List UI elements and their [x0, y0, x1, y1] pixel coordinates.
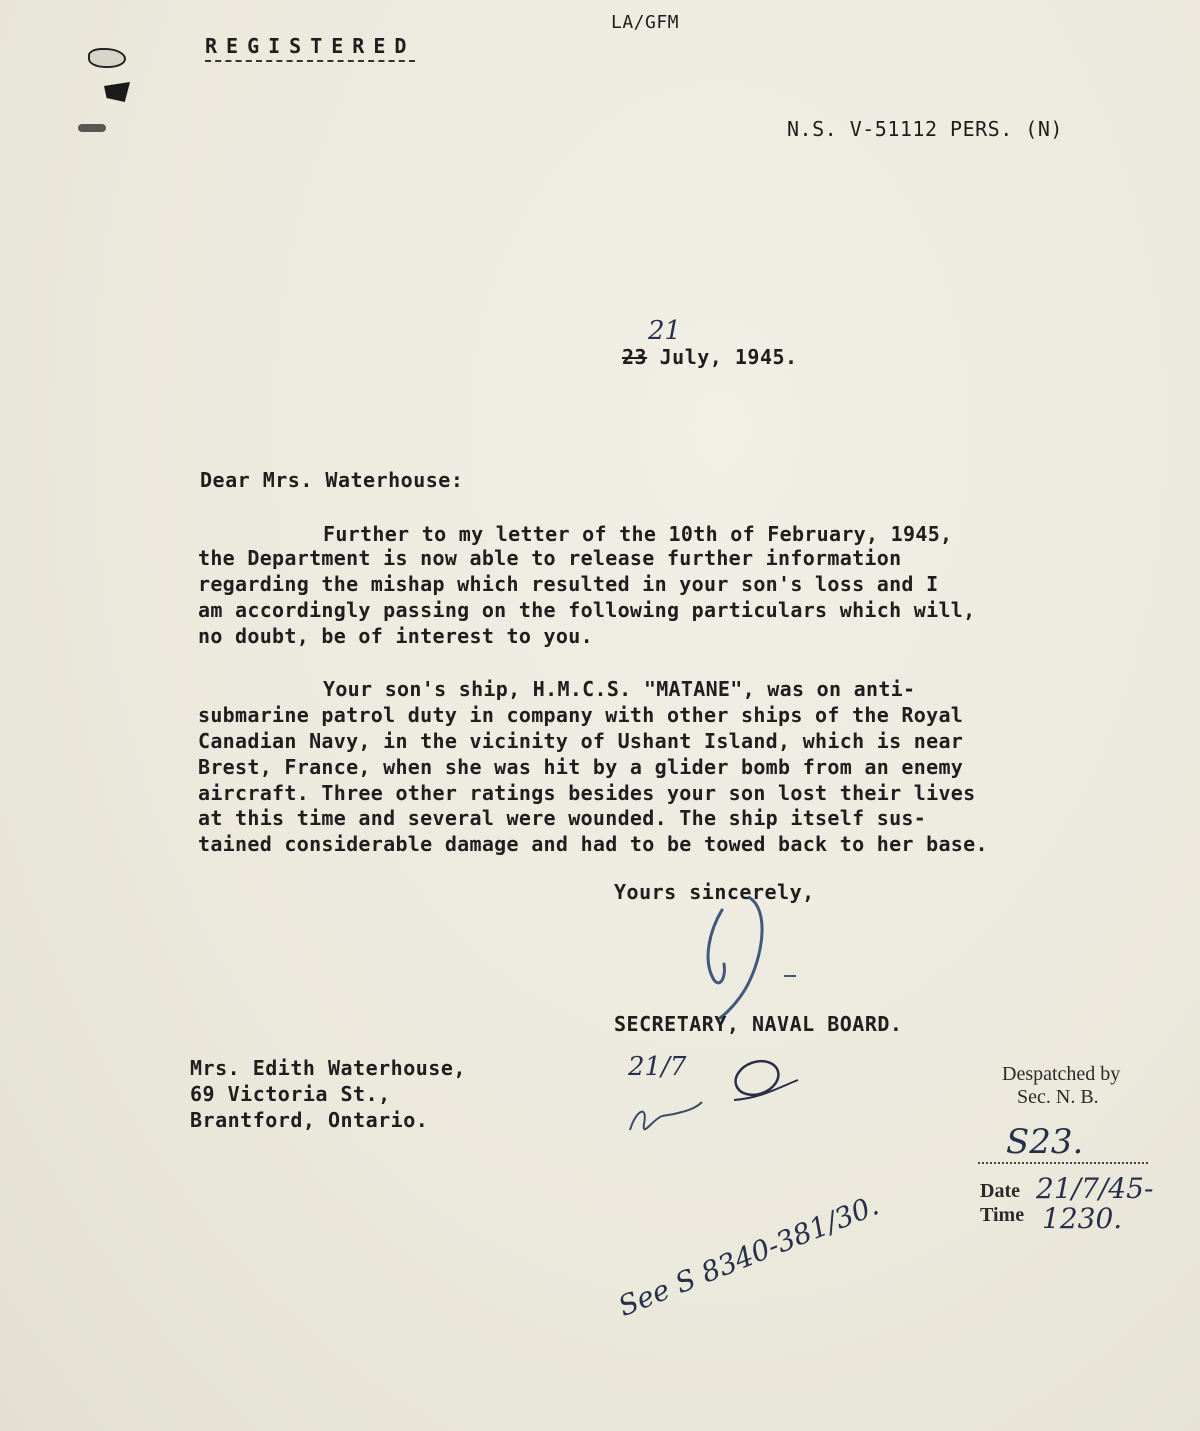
typist-initials: LA/GFM — [611, 12, 680, 33]
date-label: Date — [980, 1180, 1020, 1202]
paragraph-line: Further to my letter of the 10th of February, 1945, — [323, 522, 953, 546]
punch-hole — [104, 82, 130, 102]
signature — [680, 890, 820, 1020]
despatch-initials: S23. — [1006, 1122, 1084, 1162]
paragraph-line: no doubt, be of interest to you. — [198, 624, 593, 648]
address-line: Brantford, Ontario. — [190, 1108, 429, 1132]
letter-date — [622, 345, 798, 369]
handwritten-initials — [622, 1040, 822, 1140]
paragraph-line: the Department is now able to release further information — [198, 546, 902, 570]
date-rest: July, 1945. — [647, 345, 798, 369]
paragraph-line: Your son's ship, H.M.C.S. "MATANE", was on anti- — [323, 677, 916, 701]
file-reference: See S 8340-381/30. — [613, 1188, 884, 1323]
despatch-time: 1230. — [1042, 1202, 1123, 1235]
paragraph-line: Brest, France, when she was hit by a glider bomb from an enemy — [198, 755, 964, 779]
address-line: 69 Victoria St., — [190, 1082, 391, 1106]
paragraph-line: tained considerable damage and had to be towed back to her base. — [198, 832, 988, 856]
date-correction: 21 — [648, 316, 682, 346]
punch-hole — [88, 48, 126, 68]
signatory-title: SECRETARY, NAVAL BOARD. — [614, 1012, 903, 1036]
paragraph-line: aircraft. Three other ratings besides your son lost their lives — [198, 781, 976, 805]
registered-heading: REGISTERED — [205, 34, 415, 62]
paragraph-line: submarine patrol duty in company with other ships of the Royal — [198, 703, 964, 727]
salutation: Dear Mrs. Waterhouse: — [200, 468, 464, 492]
punch-hole — [78, 124, 106, 132]
paragraph-line: Canadian Navy, in the vicinity of Ushant Island, which is near — [198, 729, 964, 753]
paragraph-line: am accordingly passing on the following particulars which will, — [198, 598, 976, 622]
despatch-stamp-line2: Sec. N. B. — [1017, 1086, 1099, 1108]
paragraph-line: at this time and several were wounded. The ship itself sus- — [198, 806, 927, 830]
initial-date: 21/7 — [628, 1052, 687, 1082]
closing: Yours sincerely, — [614, 880, 815, 904]
despatch-date: 21/7/45- — [1036, 1172, 1154, 1205]
dotted-rule — [978, 1162, 1148, 1164]
address-line: Mrs. Edith Waterhouse, — [190, 1056, 466, 1080]
date-day-struck: 23 — [622, 345, 648, 369]
time-label: Time — [980, 1204, 1025, 1226]
paragraph-line: regarding the mishap which resulted in your son's loss and I — [198, 572, 939, 596]
despatch-stamp-line1: Despatched by — [1002, 1063, 1121, 1085]
reference-number: N.S. V-51112 PERS. (N) — [787, 117, 1063, 141]
